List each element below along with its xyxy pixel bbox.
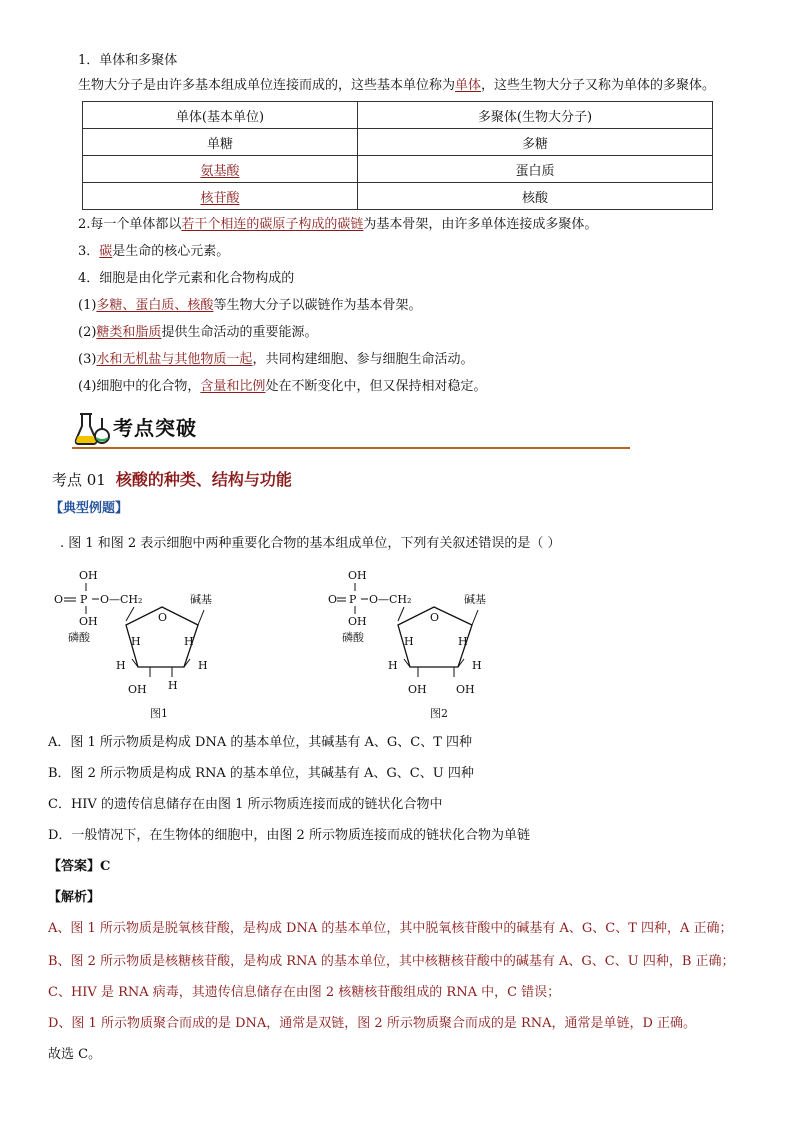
point-3 bbox=[78, 243, 229, 261]
table-row bbox=[83, 183, 713, 210]
monomer-polymer-table bbox=[82, 101, 713, 210]
fig1-phosphate-label: 磷酸 bbox=[68, 631, 90, 644]
figure-2-ribonucleotide bbox=[326, 565, 506, 725]
fig1-h1: H bbox=[131, 635, 141, 648]
table-header-polymer: 多聚体(生物大分子) bbox=[357, 102, 712, 129]
knowledge-point-title bbox=[52, 470, 292, 490]
fig1-oh-bottom: OH bbox=[79, 615, 98, 628]
table-cell: 蛋白质 bbox=[357, 156, 712, 183]
option-d: D．一般情况下，在生物体的细胞中，由图 2 所示物质连接而成的链状化合物为单链 bbox=[48, 828, 530, 843]
example-tag: 【典型例题】 bbox=[50, 501, 129, 516]
sub-point-2 bbox=[78, 324, 317, 342]
item1-text bbox=[78, 77, 715, 95]
sub-point-2-key: 糖类和脂质 bbox=[96, 325, 162, 340]
sub-point-4 bbox=[78, 378, 486, 396]
sub-point-1-a: (1) bbox=[78, 298, 97, 313]
analysis-tag: 【解析】 bbox=[48, 890, 101, 905]
fig1-h5: H bbox=[168, 679, 178, 692]
table-cell: 核酸 bbox=[357, 183, 712, 210]
fig2-h3: H bbox=[388, 659, 398, 672]
fig2-oh-top: OH bbox=[348, 569, 367, 582]
sub-point-1-key: 多糖、蛋白质、核酸 bbox=[96, 298, 214, 313]
table-row bbox=[83, 129, 713, 156]
table-header-row bbox=[83, 102, 713, 129]
figure-1-deoxyribonucleotide bbox=[52, 565, 232, 725]
sub-point-1-b: 等生物大分子以碳链作为基本骨架。 bbox=[213, 298, 422, 313]
section-banner-title: 考点突破 bbox=[113, 416, 197, 440]
option-c: C．HIV 的遗传信息储存在由图 1 所示物质连接而成的链状化合物中 bbox=[48, 797, 443, 812]
fig2-oh-bottom: OH bbox=[348, 615, 367, 628]
option-b: B．图 2 所示物质是构成 RNA 的基本单位，其碱基有 A、G、C、U 四种 bbox=[48, 766, 474, 781]
figure-2-caption: 图2 bbox=[430, 707, 448, 720]
fig2-h2: H bbox=[458, 635, 468, 648]
fig2-oh-ring-right: OH bbox=[456, 683, 475, 696]
lab-flask-icon bbox=[74, 410, 112, 446]
answer-line: 【答案】C bbox=[48, 859, 111, 874]
fig1-oh-ring: OH bbox=[128, 683, 147, 696]
analysis-line-c: C、HIV 是 RNA 病毒，其遗传信息储存在由图 2 核糖核苷酸组成的 RNA 中，C 错误； bbox=[48, 985, 561, 1000]
point-2-a: 2.每一个单体都以 bbox=[78, 217, 182, 232]
fig2-base-label: 碱基 bbox=[464, 593, 486, 606]
table-cell: 多糖 bbox=[357, 129, 712, 156]
fig1-p: P bbox=[80, 593, 88, 606]
sub-point-4-b: 处在不断变化中，但又保持相对稳定。 bbox=[265, 379, 487, 394]
fig1-base-label: 碱基 bbox=[190, 593, 212, 606]
fig1-oh-top: OH bbox=[79, 569, 98, 582]
fig1-h4: H bbox=[198, 659, 208, 672]
sub-point-4-key: 含量和比例 bbox=[200, 379, 266, 394]
fig2-p: P bbox=[349, 593, 357, 606]
fig2-h4: H bbox=[472, 659, 482, 672]
item1-text-a: 生物大分子是由许多基本组成单位连接而成的，这些基本单位称为 bbox=[78, 78, 456, 93]
analysis-line-b: B、图 2 所示物质是核糖核苷酸，是构成 RNA 的基本单位，其中核糖核苷酸中的碱基有 A、G、C、U 四种，B 正确； bbox=[48, 954, 735, 969]
analysis-line-d: D、图 1 所示物质聚合而成的是 DNA，通常是双链，图 2 所示物质聚合而成的是 RNA，通常是单链，D 正确。 bbox=[48, 1016, 697, 1031]
fig1-ring-o: O bbox=[158, 611, 168, 624]
point-2-key: 若干个相连的碳原子构成的碳链 bbox=[181, 217, 364, 232]
table-cell: 氨基酸 bbox=[83, 156, 358, 183]
fig1-h2: H bbox=[184, 635, 194, 648]
sub-point-3-a: (3) bbox=[78, 352, 97, 367]
table-row bbox=[83, 156, 713, 183]
conclusion-line: 故选 C。 bbox=[48, 1047, 102, 1062]
item1-key-term: 单体 bbox=[455, 78, 482, 93]
figure-1-caption: 图1 bbox=[150, 707, 168, 720]
fig1-h3: H bbox=[116, 659, 126, 672]
question-stem: . 图 1 和图 2 表示细胞中两种重要化合物的基本组成单位，下列有关叙述错误的是（ ） bbox=[60, 536, 561, 551]
fig2-h1: H bbox=[404, 635, 414, 648]
option-a: A．图 1 所示物质是构成 DNA 的基本单位，其碱基有 A、G、C、T 四种 bbox=[48, 735, 473, 750]
table-cell: 核苷酸 bbox=[83, 183, 358, 210]
point-2 bbox=[78, 216, 597, 234]
point-2-b: 为基本骨架，由许多单体连接成多聚体。 bbox=[363, 217, 598, 232]
point-3-b: 是生命的核心元素。 bbox=[112, 244, 230, 259]
table-header-monomer: 单体(基本单位) bbox=[83, 102, 358, 129]
fig2-o-ch2: O—CH₂ bbox=[369, 593, 412, 606]
point-4: 4．细胞是由化学元素和化合物构成的 bbox=[78, 271, 295, 286]
sub-point-4-a: (4)细胞中的化合物， bbox=[78, 379, 201, 394]
sub-point-3 bbox=[78, 351, 473, 369]
knowledge-point-heading: 核酸的种类、结构与功能 bbox=[115, 470, 292, 489]
sub-point-2-a: (2) bbox=[78, 325, 97, 340]
fig1-o-ch2: O—CH₂ bbox=[100, 593, 143, 606]
sub-point-2-b: 提供生命活动的重要能源。 bbox=[161, 325, 318, 340]
sub-point-3-b: ，共同构建细胞、参与细胞生命活动。 bbox=[252, 352, 474, 367]
sub-point-3-key: 水和无机盐与其他物质一起 bbox=[96, 352, 253, 367]
point-3-key: 碳 bbox=[99, 244, 113, 259]
sub-point-1 bbox=[78, 297, 421, 315]
fig1-o-double: O bbox=[54, 593, 64, 606]
knowledge-point-number: 考点 01 bbox=[52, 471, 106, 489]
fig2-o-double: O bbox=[328, 593, 338, 606]
item1-title: 1．单体和多聚体 bbox=[78, 53, 178, 68]
section-divider bbox=[72, 447, 630, 449]
fig2-oh-ring-left: OH bbox=[408, 683, 427, 696]
analysis-line-a: A、图 1 所示物质是脱氧核苷酸，是构成 DNA 的基本单位，其中脱氧核苷酸中的碱基有 A、G、C、T 四种，A 正确； bbox=[48, 921, 733, 936]
point-3-a: 3． bbox=[78, 244, 100, 259]
fig2-ring-o: O bbox=[430, 611, 440, 624]
item1-text-b: ，这些生物大分子又称为单体的多聚体。 bbox=[481, 78, 716, 93]
table-cell: 单糖 bbox=[83, 129, 358, 156]
fig2-phosphate-label: 磷酸 bbox=[342, 631, 364, 644]
